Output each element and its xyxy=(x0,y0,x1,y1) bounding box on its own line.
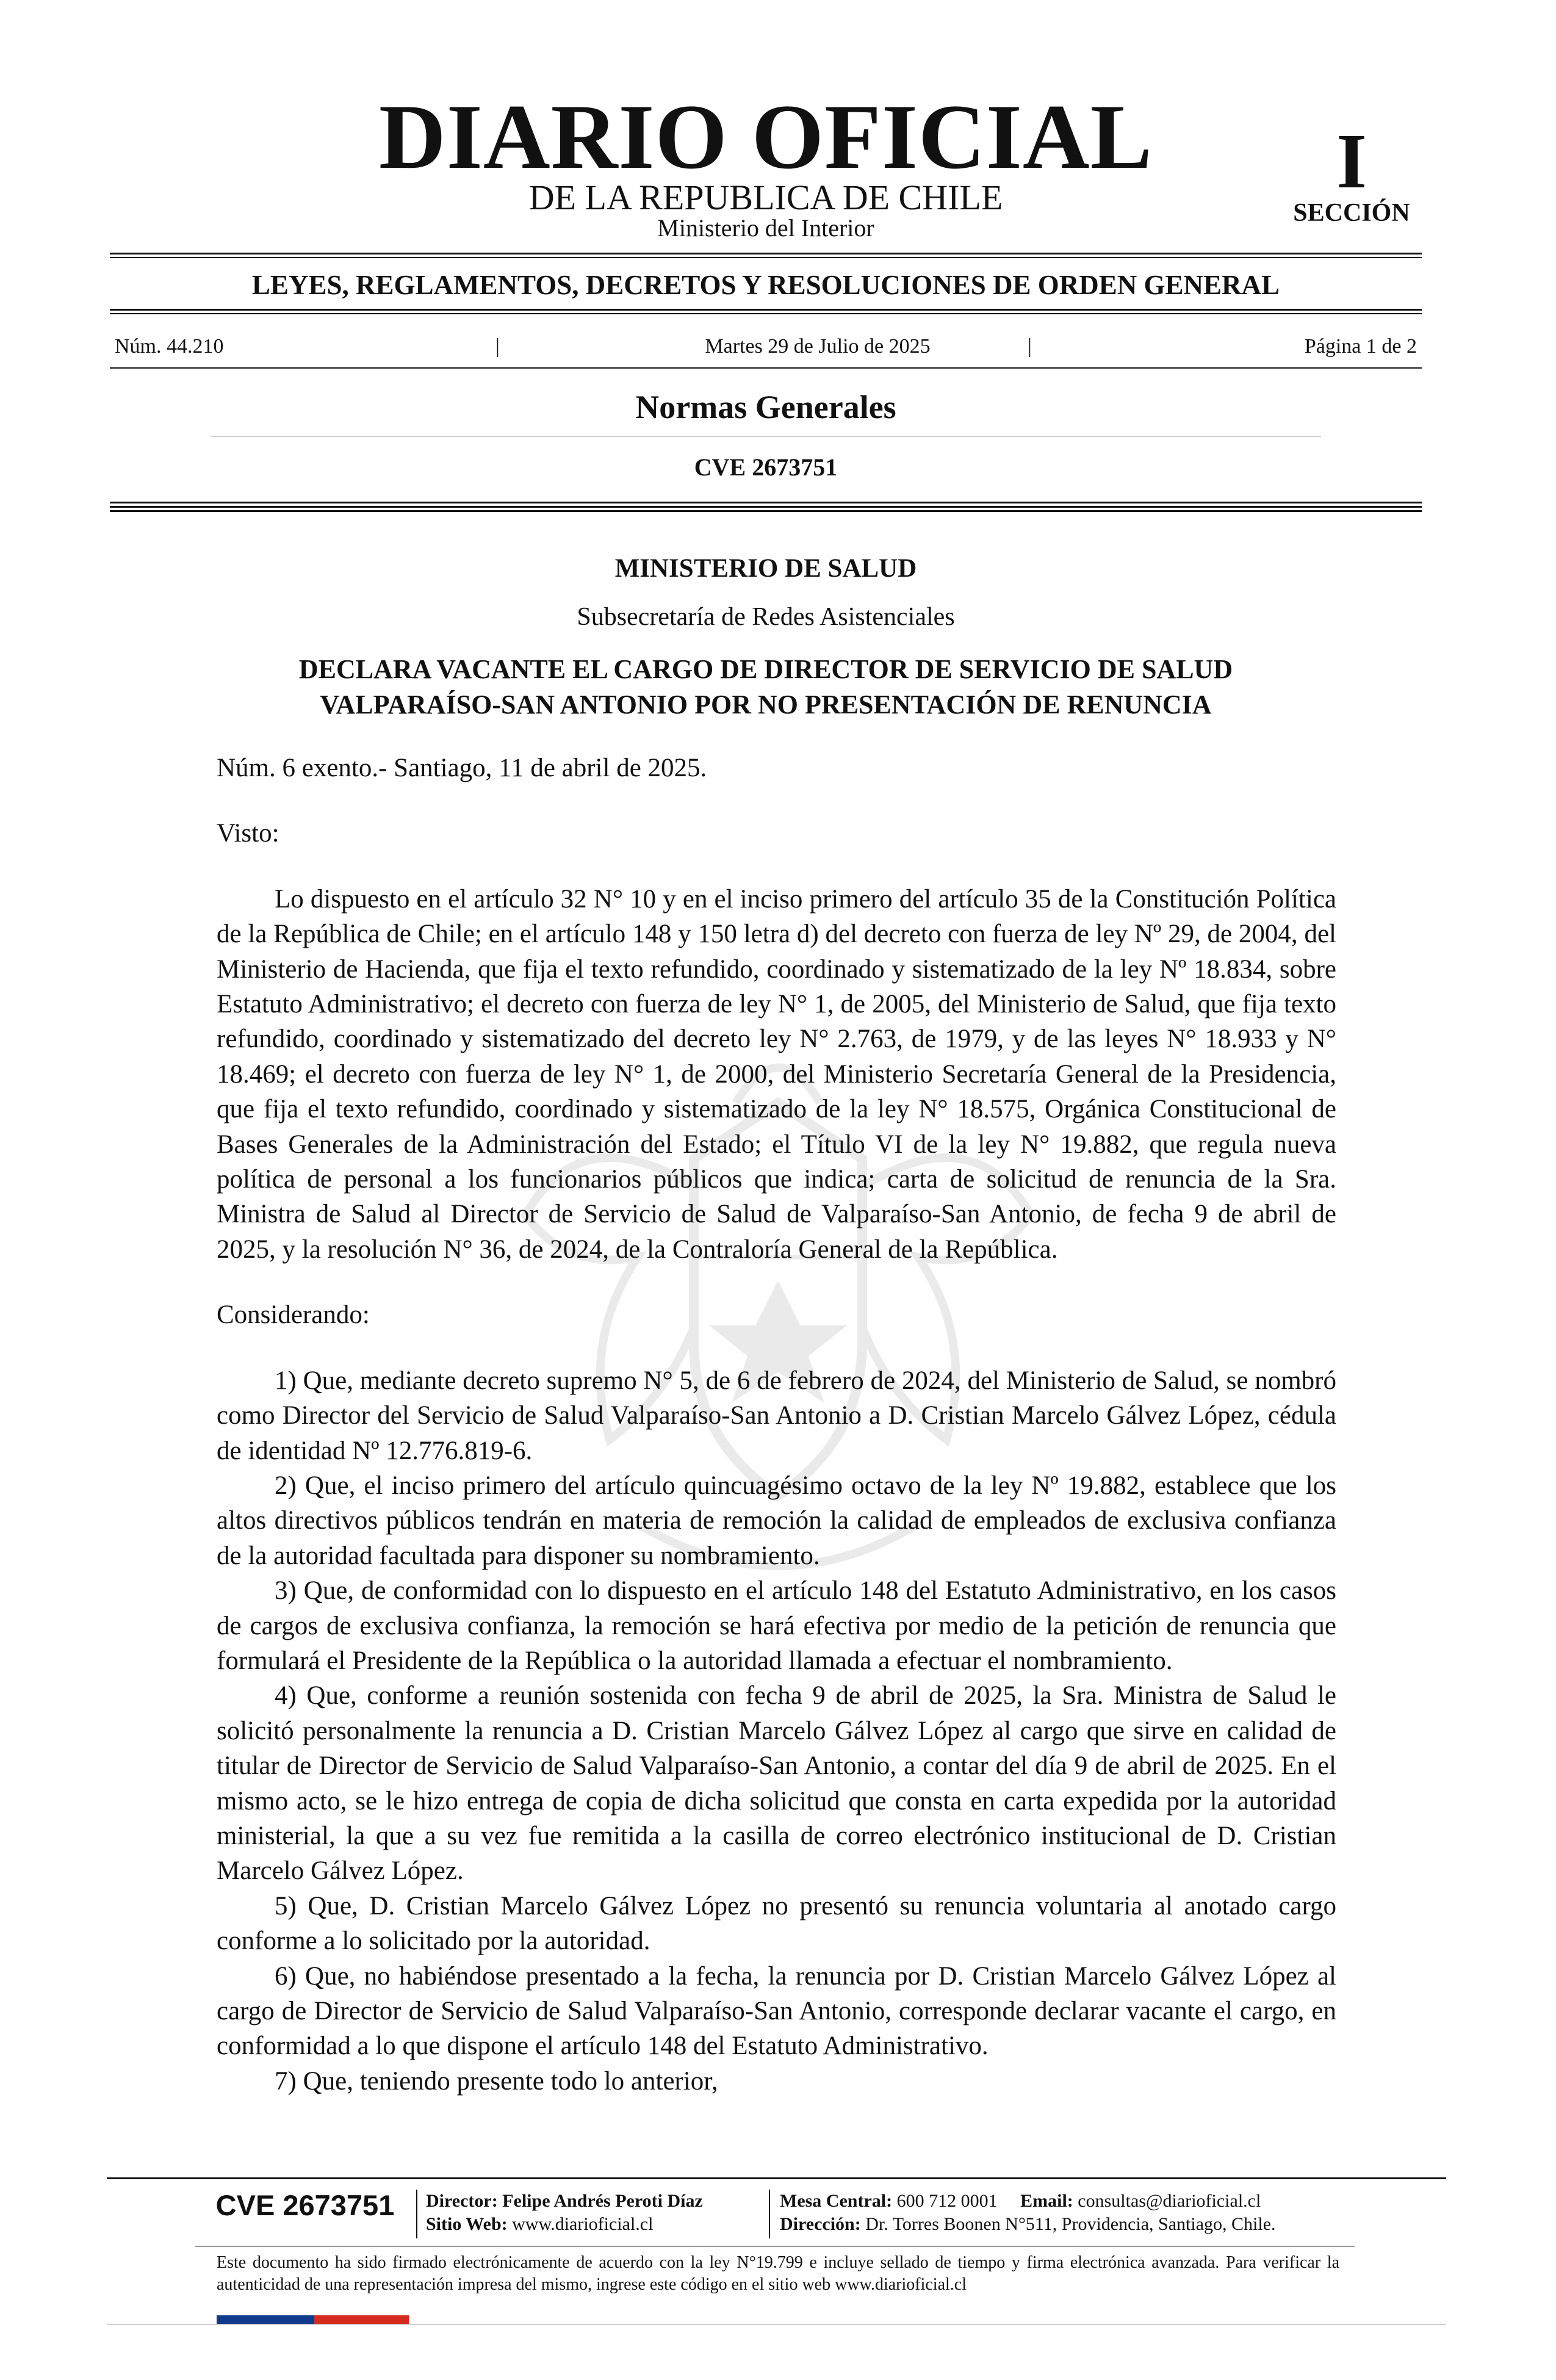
issue-number: Núm. 44.210 xyxy=(115,335,224,358)
email-link[interactable]: consultas@diarioficial.cl xyxy=(1078,2191,1261,2211)
footer-director-block xyxy=(426,2190,768,2236)
considerando-item: 6) Que, no habiéndose presentado a la fecha, la renuncia por D. Cristian Marcelo Gálvez López al cargo de Director de Servicio de Salud Valparaíso-San Antonio, corresponde declarar vacante el cargo, en conformidad a lo que dispone el artículo 148 del Estatuto Administrativo. xyxy=(217,1961,1336,2061)
heading-divider xyxy=(110,506,1422,508)
considerando-item: 2) Que, el inciso primero del artículo quincuagésimo octavo de la ley Nº 19.882, establece que los altos directivos públicos tendrán en materia de remoción la calidad de empleados de exclusiva confianza de la autoridad facultada para disponer su nombramiento. xyxy=(217,1471,1336,1570)
section-heading: Normas Generales xyxy=(635,389,896,425)
masthead-ministry: Ministerio del Interior xyxy=(657,214,874,242)
considerando-item: 3) Que, de conformidad con lo dispuesto en el artículo 148 del Estatuto Administrativo, en los casos de cargos de exclusiva confianza, la remoción se hará efectiva por medio de la petición de renuncia que formulará el Presidente de la República o la autoridad llamada a efectuar el nombramiento. xyxy=(217,1576,1336,1675)
considerando-item: 5) Que, D. Cristian Marcelo Gálvez López no presentó su renuncia voluntaria al anotado cargo conforme a lo solicitado por la autoridad. xyxy=(217,1891,1336,1956)
ministry-heading: MINISTERIO DE SALUD xyxy=(614,554,917,583)
decree-title-line: DECLARA VACANTE EL CARGO DE DIRECTOR DE SERVICIO DE SALUD xyxy=(298,654,1233,684)
considerando-label: Considerando: xyxy=(217,1300,370,1330)
footer-cve-code: CVE 2673751 xyxy=(215,2189,395,2221)
decree-title xyxy=(183,652,1349,723)
masthead-divider xyxy=(110,257,1422,258)
email-label: Email: xyxy=(1020,2191,1073,2211)
masthead-title: DIARIO OFICIAL xyxy=(378,85,1153,188)
footer-divider xyxy=(195,2246,1355,2247)
decree-number: Núm. 6 exento.- Santiago, 11 de abril de 2025. xyxy=(217,754,707,782)
considerando-item: 4) Que, conforme a reunión sostenida con fecha 9 de abril de 2025, la Sra. Ministra de Salud le solicitó personalmente la renuncia a D. Cristian Marcelo Gálvez López al cargo que sirve en calidad de titular de Director de Servicio de Salud Valparaíso-San Antonio, a contar del día 9 de abril de 2025. En el mismo acto, se le hizo entrega de copia de dicha solicitud que consta en carta expedida por la autoridad ministerial, la que a su vez fue remitida a la casilla de correo electrónico institucional de D. Cristian Marcelo Gálvez López. xyxy=(217,1681,1336,1886)
director-label: Director: xyxy=(426,2191,498,2211)
issue-date: Martes 29 de Julio de 2025 xyxy=(705,335,931,358)
considerando-item: 1) Que, mediante decreto supremo N° 5, de 6 de febrero de 2024, del Ministerio de Salud, se nombró como Director del Servicio de Salud Valparaíso-San Antonio a D. Cristian Marcelo Gálvez López, cédula de identidad Nº 12.776.819-6. xyxy=(217,1366,1336,1465)
subsecretary-heading: Subsecretaría de Redes Asistenciales xyxy=(577,603,955,631)
document-body xyxy=(217,751,1336,2099)
address-text: Dr. Torres Boonen N°511, Providencia, Santiago, Chile. xyxy=(865,2214,1276,2234)
website-label: Sitio Web: xyxy=(426,2214,508,2234)
phone-label: Mesa Central: xyxy=(780,2191,893,2211)
chilean-flag-stripe-icon xyxy=(314,2315,409,2324)
category-divider xyxy=(110,309,1422,311)
cve-code: CVE 2673751 xyxy=(694,453,838,481)
website-link[interactable]: www.diarioficial.cl xyxy=(512,2214,654,2234)
footer-column-divider xyxy=(769,2190,770,2238)
footer-contact-block xyxy=(780,2190,1341,2236)
footer-signature-note: Este documento ha sido firmado electrónicamente de acuerdo con la ley N°19.799 e incluye sellado de tiempo y firma electrónica avanzada. Para verificar la autenticidad de una representación impresa del mismo, ingrese este código en el sitio web www.diarioficial.cl xyxy=(217,2253,1339,2294)
chilean-flag-stripe-icon xyxy=(217,2315,314,2324)
footer-column-divider xyxy=(416,2190,417,2238)
category-divider xyxy=(110,313,1422,314)
masthead-subtitle: DE LA REPUBLICA DE CHILE xyxy=(528,178,1003,217)
section-label: SECCIÓN xyxy=(1293,199,1410,227)
footer-divider xyxy=(107,2177,1446,2179)
footer-bottom-rule xyxy=(107,2324,1446,2325)
issue-meta-row xyxy=(110,334,1422,359)
page-indicator: Página 1 de 2 xyxy=(1304,335,1417,358)
meta-divider xyxy=(110,367,1422,369)
section-heading-underline xyxy=(211,436,1321,437)
issue-separator: | xyxy=(495,335,500,358)
masthead-divider xyxy=(110,253,1422,254)
phone-number: 600 712 0001 xyxy=(896,2191,998,2211)
category-heading: LEYES, REGLAMENTOS, DECRETOS Y RESOLUCIONES DE ORDEN GENERAL xyxy=(251,270,1280,300)
decree-title-line: VALPARAÍSO-SAN ANTONIO POR NO PRESENTACIÓN DE RENUNCIA xyxy=(320,690,1212,719)
visto-label: Visto: xyxy=(217,819,279,848)
visto-paragraph: Lo dispuesto en el artículo 32 N° 10 y en el inciso primero del artículo 35 de la Constitución Política de la República de Chile; en el artículo 148 y 150 letra d) del decreto con fuerza de ley Nº 29, de 2004, del Ministerio de Hacienda, que fija el texto refundido, coordinado y sistematizado de la ley Nº 18.834, sobre Estatuto Administrativo; el decreto con fuerza de ley N° 1, de 2005, del Ministerio de Salud, que fija texto refundido, coordinado y sistematizado del decreto ley N° 2.763, de 1979, y de las leyes N° 18.933 y N° 18.469; el decreto con fuerza de ley N° 1, de 2000, del Ministerio Secretaría General de la Presidencia, que fija el texto refundido, coordinado y sistematizado de la ley N° 18.575, Orgánica Constitucional de Bases Generales de la Administración del Estado; el Título VI de la ley N° 19.882, que regula nueva política de personal a los funcionarios públicos que indica; carta de solicitud de renuncia de la Sra. Ministra de Salud al Director de Servicio de Salud de Valparaíso-San Antonio, de fecha 9 de abril de 2025, y la resolución N° 36, de 2024, de la Contraloría General de la República. xyxy=(217,884,1336,1264)
heading-divider xyxy=(110,510,1422,512)
issue-separator: | xyxy=(1028,335,1032,358)
section-number: I xyxy=(1336,118,1367,204)
address-label: Dirección: xyxy=(780,2214,861,2234)
heading-divider xyxy=(110,502,1422,503)
director-name: Felipe Andrés Peroti Díaz xyxy=(502,2191,703,2211)
considerando-item: 7) Que, teniendo presente todo lo anterior, xyxy=(275,2066,718,2096)
